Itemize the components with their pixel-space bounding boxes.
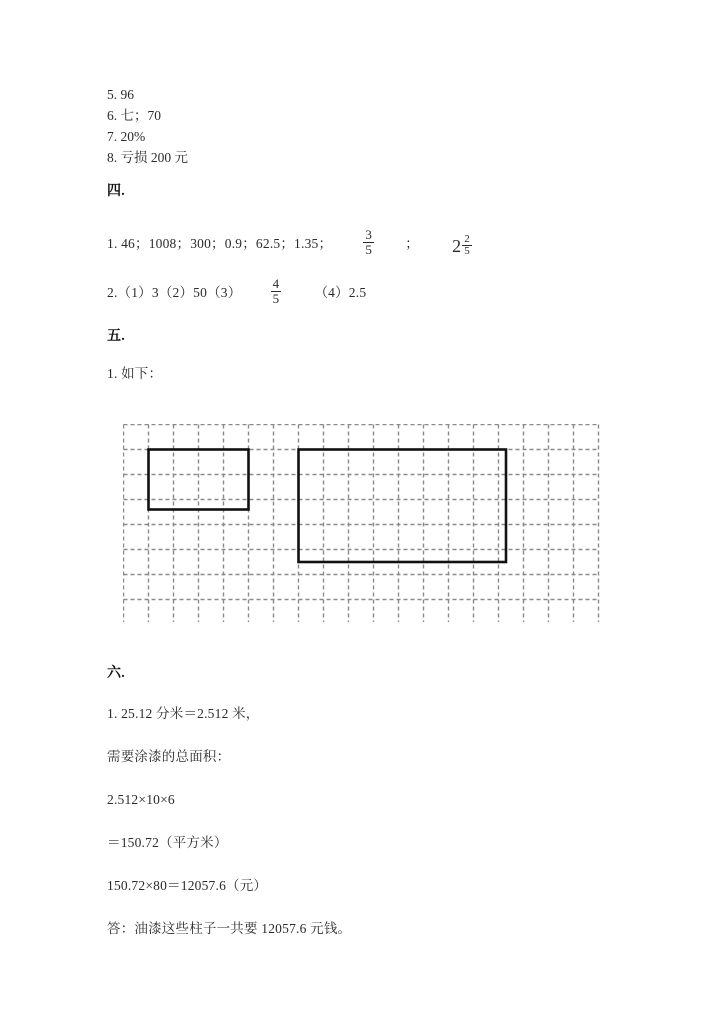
fraction-numerator: 4: [272, 276, 280, 291]
mixed-fraction-numerator: 2: [464, 232, 470, 245]
section-heading-five: 五.: [107, 329, 126, 344]
grid-shapes: [149, 450, 507, 563]
mixed-number-two-and-two-fifths: [452, 233, 474, 258]
section-six-line-1: 1. 25.12 分米＝2.512 米，: [107, 706, 260, 721]
section-heading-six: 六.: [107, 666, 126, 681]
answer-item-5: 5. 96: [107, 87, 134, 102]
grid-lines: [124, 425, 599, 623]
answer-item-8: 8. 亏损 200 元: [107, 150, 188, 165]
section-five-item-1: 1. 如下：: [107, 366, 163, 381]
fraction-denominator: 5: [365, 241, 373, 257]
section-six-line-6: 答：油漆这些柱子一共要 12057.6 元钱。: [107, 921, 352, 936]
section-six-line-2: 需要涂漆的总面积：: [107, 749, 231, 764]
answers-list: [107, 84, 188, 168]
fraction-four-fifths: [271, 277, 282, 305]
answer-item-7: 7. 20%: [107, 129, 146, 144]
grid-figure: [123, 424, 610, 622]
mixed-fraction-denominator: 5: [464, 245, 470, 258]
large-rectangle: [299, 450, 507, 563]
section-six-line-5: 150.72×80＝12057.6（元）: [107, 878, 268, 893]
section-four-item-1-prefix: 1. 46；1008；300；0.9；62.5；1.35；: [107, 235, 333, 251]
section-four-item-2-prefix: 2.（1）3（2）50（3）: [107, 284, 242, 300]
fraction-numerator: 3: [365, 227, 373, 242]
section-six-line-3: 2.512×10×6: [107, 792, 175, 807]
section-four-item-2: [107, 277, 366, 305]
answer-item-6: 6. 七；70: [107, 108, 161, 123]
section-six-line-4: ＝150.72（平方米）: [107, 835, 228, 850]
section-four-item-2-suffix: （4）2.5: [314, 284, 367, 300]
mixed-whole-part: 2: [452, 235, 462, 256]
mixed-fraction-part: [462, 234, 472, 258]
section-four-item-1-separator: ；: [405, 235, 419, 251]
section-heading-four: 四.: [107, 184, 126, 199]
fraction-three-fifths: [363, 228, 374, 256]
section-four-item-1: [107, 228, 474, 258]
small-rectangle: [149, 450, 249, 510]
fraction-denominator: 5: [272, 290, 280, 306]
grid-figure-svg: [123, 424, 610, 622]
